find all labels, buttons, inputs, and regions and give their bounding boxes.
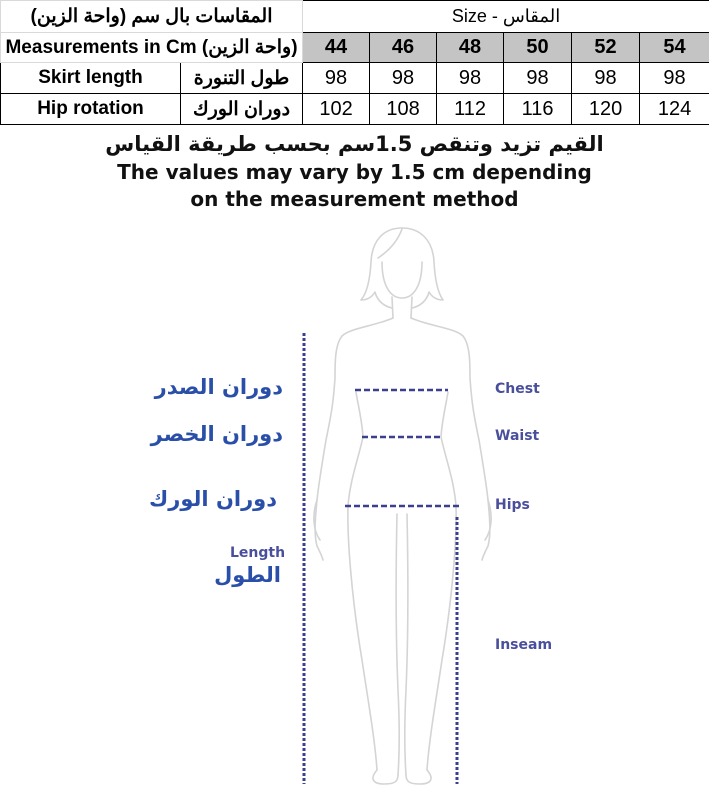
table-cell: 98 — [437, 63, 504, 94]
hips-label-ar: دوران الورك — [149, 487, 277, 511]
table-row — [1, 94, 709, 125]
body-measurement-figure — [0, 215, 709, 794]
table-cell: 98 — [303, 63, 370, 94]
table-title-arabic: المقاسات بال سم (واحة الزين) — [1, 1, 303, 33]
table-row — [1, 63, 709, 94]
measurements-unit-label: Measurements in Cm (واحة الزين) — [1, 33, 303, 63]
size-title: Size - المقاس — [303, 1, 709, 33]
size-54: 54 — [640, 33, 709, 63]
table-cell: 98 — [640, 63, 709, 94]
body-outline-icon — [0, 215, 709, 794]
table-cell: 98 — [572, 63, 640, 94]
tolerance-note-line1: The values may vary by 1.5 cm depending — [117, 160, 592, 184]
table-cell: 120 — [572, 94, 640, 125]
size-46: 46 — [370, 33, 437, 63]
waist-label-en: Waist — [495, 428, 540, 444]
row-label-en: Skirt length — [1, 63, 181, 94]
size-44: 44 — [303, 33, 370, 63]
row-label-en: Hip rotation — [1, 94, 181, 125]
table-cell: 98 — [370, 63, 437, 94]
table-cell: 124 — [640, 94, 709, 125]
table-title-row — [1, 1, 709, 33]
size-52: 52 — [572, 33, 640, 63]
waist-label-ar: دوران الخصر — [150, 422, 283, 446]
size-header-row — [1, 33, 709, 63]
table-cell: 112 — [437, 94, 504, 125]
row-label-ar: طول التنورة — [181, 63, 303, 94]
table-cell: 102 — [303, 94, 370, 125]
chest-label-en: Chest — [495, 381, 540, 397]
row-label-ar: دوران الورك — [181, 94, 303, 125]
table-cell: 98 — [504, 63, 572, 94]
length-label-en: Length — [230, 545, 286, 561]
size-50: 50 — [504, 33, 572, 63]
table-cell: 116 — [504, 94, 572, 125]
tolerance-note-arabic: القيم تزيد وتنقص 1.5سم بحسب طريقة القياس — [105, 132, 604, 156]
size-48: 48 — [437, 33, 504, 63]
table-cell: 108 — [370, 94, 437, 125]
length-label-ar: الطول — [214, 563, 281, 587]
inseam-label-en: Inseam — [495, 637, 553, 653]
tolerance-note-line2: on the measurement method — [190, 187, 519, 211]
size-chart-table — [0, 0, 709, 125]
hips-label-en: Hips — [495, 497, 530, 513]
chest-label-ar: دوران الصدر — [154, 375, 283, 399]
